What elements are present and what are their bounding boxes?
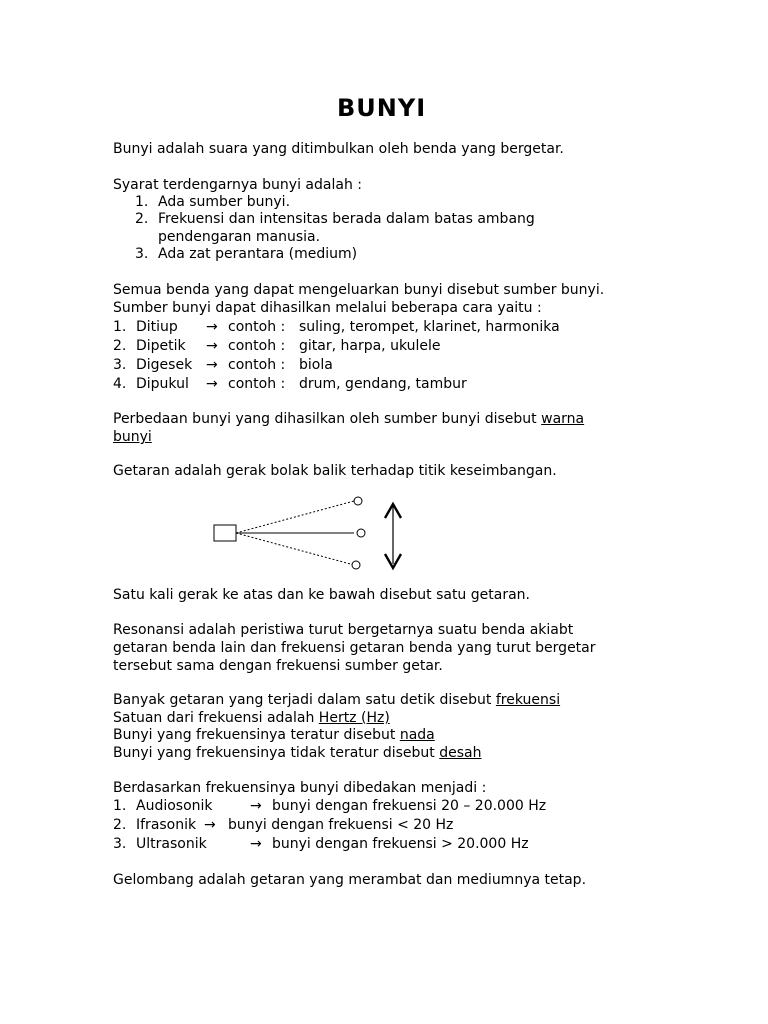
sumber-cara-2: Dipetik	[136, 338, 186, 354]
sumber-val-3: biola	[299, 357, 333, 373]
right-arrow-icon: →	[204, 817, 216, 833]
sumber-cara-3: Digesek	[136, 357, 193, 373]
frekuensi-text-1: Banyak getaran yang terjadi dalam satu detik disebut	[113, 692, 492, 708]
right-arrow-icon: →	[250, 836, 262, 852]
nada-text: Bunyi yang frekuensinya teratur disebut	[113, 727, 396, 743]
syarat-item-2-line-1: Frekuensi dan intensitas berada dalam batas ambang	[158, 211, 535, 227]
sumber-num-4: 4.	[113, 376, 127, 392]
syarat-item-3: Ada zat perantara (medium)	[158, 246, 358, 262]
diagram-ball-middle	[357, 529, 365, 537]
jenis-name-2: Ifrasonik	[136, 817, 197, 833]
warna-paragraph	[113, 410, 584, 428]
right-arrow-icon: →	[206, 376, 218, 392]
sumber-line-2: Sumber bunyi dapat dihasilkan melalui beberapa cara yaitu :	[113, 300, 542, 316]
warna-term-continued: bunyi	[113, 429, 152, 445]
frekuensi-term: frekuensi	[495, 692, 561, 708]
sumber-contoh-3: contoh :	[228, 357, 286, 373]
right-arrow-icon: →	[206, 357, 218, 373]
jenis-desc-3: bunyi dengan frekuensi > 20.000 Hz	[272, 836, 529, 852]
sumber-contoh-1: contoh :	[228, 319, 286, 335]
frekuensi-line-2	[113, 709, 390, 727]
definition-text: Bunyi adalah suara yang ditimbulkan oleh benda yang bergetar.	[113, 141, 564, 157]
jenis-name-3: Ultrasonik	[136, 836, 207, 852]
syarat-heading: Syarat terdengarnya bunyi adalah :	[113, 177, 362, 193]
diagram-ball-bottom	[352, 561, 360, 569]
sumber-cara-4: Dipukul	[136, 376, 189, 392]
diagram-ball-top	[354, 497, 362, 505]
syarat-item-1: Ada sumber bunyi.	[158, 194, 291, 210]
frekuensi-line-3	[113, 726, 435, 744]
diagram-box	[214, 525, 236, 541]
syarat-num-2: 2.	[135, 211, 149, 227]
resonansi-line-2: getaran benda lain dan frekuensi getaran benda yang turut bergetar	[113, 640, 596, 656]
diagram-line-up	[236, 501, 354, 533]
frekuensi-line-1	[113, 691, 560, 709]
sumber-num-3: 3.	[113, 357, 127, 373]
sumber-val-4: drum, gendang, tambur	[299, 376, 467, 392]
sumber-contoh-4: contoh :	[228, 376, 286, 392]
getaran-text: Getaran adalah gerak bolak balik terhadap titik keseimbangan.	[113, 463, 557, 479]
gelombang-text: Gelombang adalah getaran yang merambat dan mediumnya tetap.	[113, 872, 587, 888]
sumber-contoh-2: contoh :	[228, 338, 286, 354]
jenis-num-3: 3.	[113, 836, 127, 852]
nada-term: nada	[399, 727, 435, 743]
warna-term: warna	[541, 411, 585, 427]
vibration-diagram	[200, 492, 420, 576]
jenis-num-2: 2.	[113, 817, 127, 833]
sumber-line-1: Semua benda yang dapat mengeluarkan bunyi disebut sumber bunyi.	[113, 282, 605, 298]
page-title: BUNYI	[337, 94, 427, 122]
syarat-num-3: 3.	[135, 246, 149, 262]
sumber-num-2: 2.	[113, 338, 127, 354]
jenis-desc-2: bunyi dengan frekuensi < 20 Hz	[228, 817, 454, 833]
desah-text: Bunyi yang frekuensinya tidak teratur disebut	[113, 745, 435, 761]
syarat-item-2-line-2: pendengaran manusia.	[158, 229, 321, 245]
warna-text: Perbedaan bunyi yang dihasilkan oleh sumber bunyi disebut	[113, 411, 537, 427]
jenis-num-1: 1.	[113, 798, 127, 814]
jenis-heading: Berdasarkan frekuensinya bunyi dibedakan menjadi :	[113, 780, 487, 796]
sumber-cara-1: Ditiup	[136, 319, 178, 335]
hertz-term: Hertz (Hz)	[318, 710, 390, 726]
jenis-desc-1: bunyi dengan frekuensi 20 – 20.000 Hz	[272, 798, 547, 814]
resonansi-line-3: tersebut sama dengan frekuensi sumber getar.	[113, 658, 443, 674]
right-arrow-icon: →	[206, 319, 218, 335]
diagram-line-down	[236, 533, 354, 565]
satu-getaran-text: Satu kali gerak ke atas dan ke bawah disebut satu getaran.	[113, 587, 530, 603]
sumber-val-2: gitar, harpa, ukulele	[299, 338, 441, 354]
satuan-text: Satuan dari frekuensi adalah	[113, 710, 315, 726]
frekuensi-line-4	[113, 744, 482, 762]
right-arrow-icon: →	[250, 798, 262, 814]
resonansi-line-1: Resonansi adalah peristiwa turut bergetarnya suatu benda akiabt	[113, 622, 574, 638]
syarat-num-1: 1.	[135, 194, 149, 210]
desah-term: desah	[439, 745, 482, 761]
double-headed-vertical-arrow-icon	[385, 504, 401, 568]
sumber-num-1: 1.	[113, 319, 127, 335]
sumber-val-1: suling, terompet, klarinet, harmonika	[299, 319, 560, 335]
jenis-name-1: Audiosonik	[136, 798, 213, 814]
right-arrow-icon: →	[206, 338, 218, 354]
